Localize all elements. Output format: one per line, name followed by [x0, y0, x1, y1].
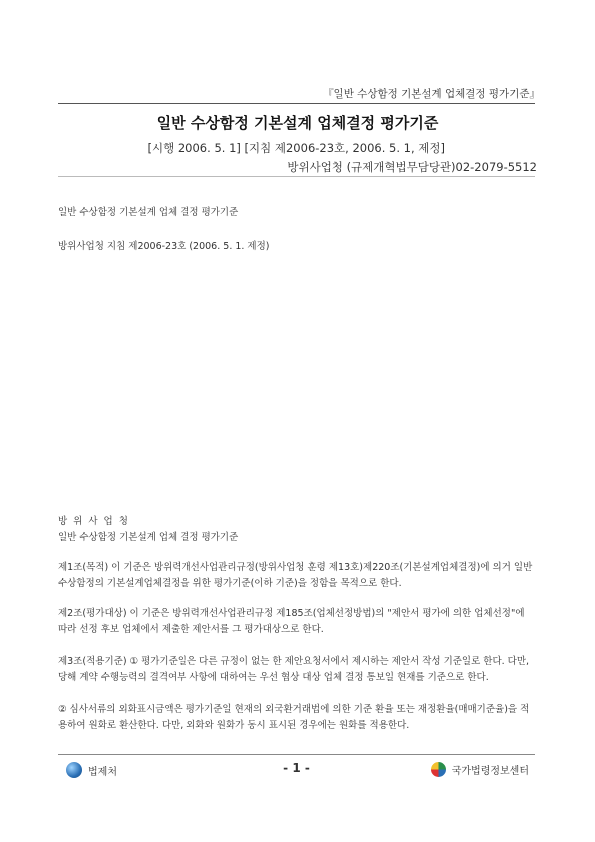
article-3-paragraph-1: 제3조(적용기준) ① 평가기준일은 다른 규정이 없는 한 제안요청서에서 제시하는 제안서 작성 기준일로 한다. 다만, 당해 계약 수행능력의 결격여부 사항에 대하여는 우선 협상 대상 업체 결정 통보일 현재를 기준으로 한다. [58, 656, 530, 683]
footer-publisher-label: 법제처 [88, 766, 117, 778]
document-header-tag: 『일반 수상함정 기본설계 업체결정 평가기준』 [323, 88, 540, 100]
article-3-paragraph-2: ② 심사서류의 외화표시금액은 평가기준일 현재의 외국환거래법에 의한 기준 환율 또는 재정환율(매매기준율)을 적용하여 원화로 환산한다. 다만, 외화와 원화가 동시 표시된 경우에는 원화를 적용한다. [58, 704, 530, 731]
article-2: 제2조(평가대상) 이 기준은 방위력개선사업관리규정 제185조(업체선정방법)의 "제안서 평가에 의한 업체선정"에 따라 선정 후보 업체에서 제출한 제안서를 그 평가대상으로 한다. [58, 608, 525, 635]
article-1: 제1조(목적) 이 기준은 방위력개선사업관리규정(방위사업청 훈령 제13호)제220조(기본설계업체결정)에 의거 일반 수상함정의 기본설계업체결정을 위한 평가기준(이하 기준)을 정함을 목적으로 한다. [58, 562, 533, 589]
header-divider [58, 103, 535, 104]
intro-title: 일반 수상함정 기본설계 업체 결정 평가기준 [58, 207, 239, 218]
footer-source [431, 762, 529, 777]
document-title: 일반 수상함정 기본설계 업체결정 평가기준 [156, 114, 439, 132]
body-subject: 일반 수상함정 기본설계 업체 결정 평가기준 [58, 532, 239, 543]
subheader-divider [58, 176, 535, 177]
intro-reference: 방위사업청 지침 제2006-23호 (2006. 5. 1. 제정) [58, 241, 270, 252]
page-number: - 1 - [283, 761, 310, 775]
page-footer [58, 760, 535, 782]
department-contact: 방위사업청 (규제개혁법무담당관)02-2079-5512 [287, 160, 537, 174]
footer-divider [58, 754, 535, 755]
issuing-organization: 방위사업청 [58, 516, 134, 527]
effective-date-line: [시행 2006. 5. 1] [지침 제2006-23호, 2006. 5. 1, 제정] [147, 141, 445, 155]
footer-source-label: 국가법령정보센터 [451, 766, 529, 777]
law-info-center-logo-icon [431, 762, 446, 777]
